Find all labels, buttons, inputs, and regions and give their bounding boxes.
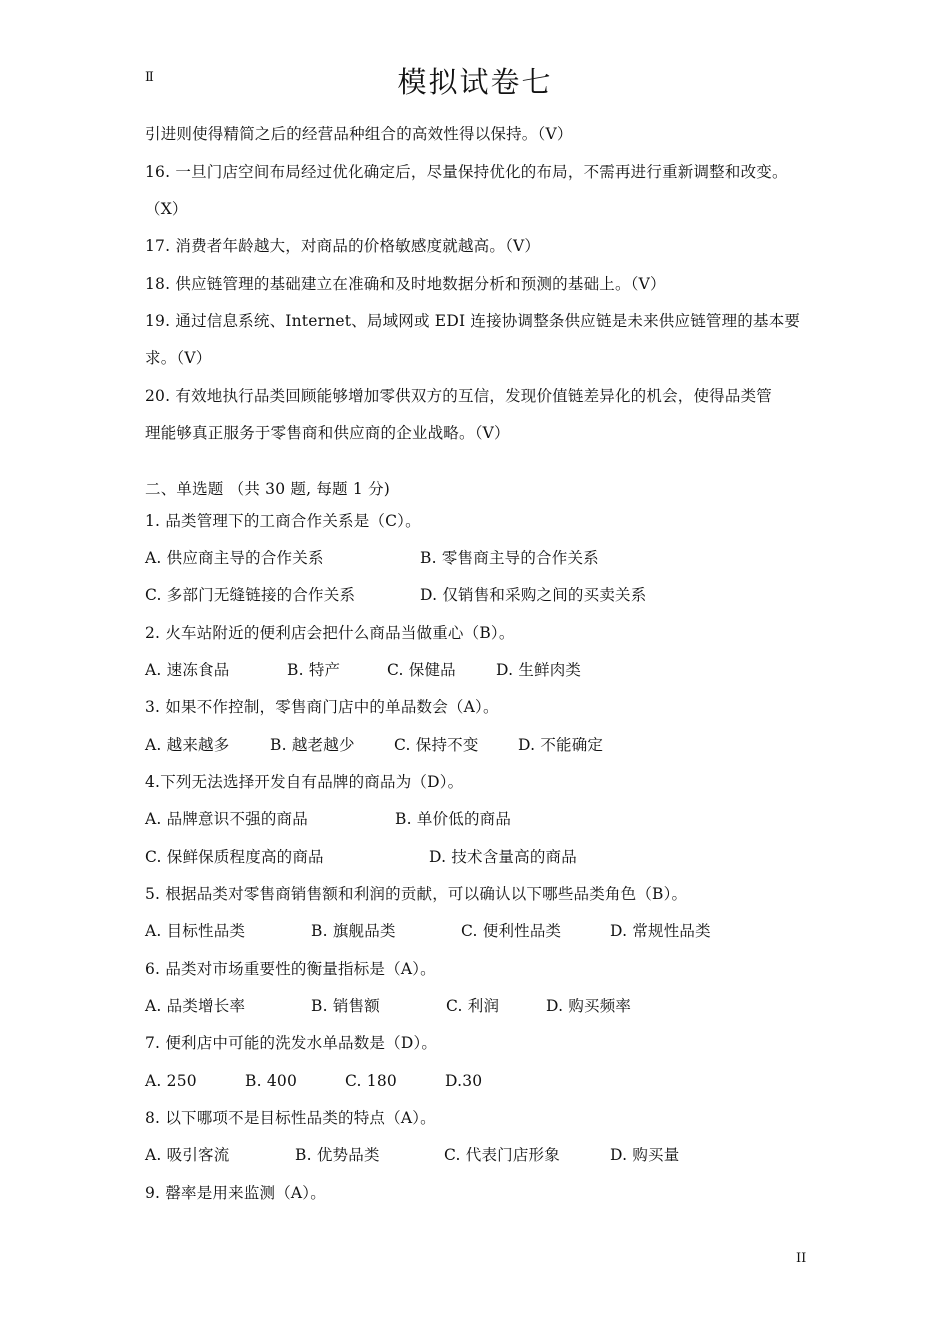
option: B. 销售额 <box>311 997 380 1015</box>
option: D. 购买频率 <box>546 997 632 1015</box>
option: C. 多部门无缝链接的合作关系 <box>145 586 356 604</box>
question-stem: 2. 火车站附近的便利店会把什么商品当做重心（B）。 <box>145 624 515 642</box>
option: A. 供应商主导的合作关系 <box>145 549 324 567</box>
option: B. 零售商主导的合作关系 <box>420 549 599 567</box>
question-stem: 7. 便利店中可能的洗发水单品数是（D）。 <box>145 1034 438 1052</box>
option: B. 单价低的商品 <box>395 810 512 828</box>
option: A. 品牌意识不强的商品 <box>145 810 308 828</box>
option: A. 速冻食品 <box>145 661 230 679</box>
option: D. 技术含量高的商品 <box>429 848 577 866</box>
page-title: 模拟试卷七 <box>397 65 553 99</box>
option: C. 180 <box>345 1072 397 1090</box>
option: A. 品类增长率 <box>145 997 246 1015</box>
option: A. 吸引客流 <box>145 1146 230 1164</box>
section-heading: 二、单选题 （共 30 题, 每题 1 分) <box>145 480 391 498</box>
option: D. 购买量 <box>610 1146 680 1164</box>
option: D. 仅销售和采购之间的买卖关系 <box>420 586 647 604</box>
option: C. 保鲜保质程度高的商品 <box>145 848 324 866</box>
option: D. 常规性品类 <box>610 922 711 940</box>
option: A. 目标性品类 <box>145 922 246 940</box>
option: D.30 <box>445 1072 483 1090</box>
question-20: 20. 有效地执行品类回顾能够增加零供双方的互信，发现价值链差异化的机会，使得品类管 <box>145 387 772 405</box>
option: C. 保健品 <box>387 661 456 679</box>
option: C. 代表门店形象 <box>444 1146 560 1164</box>
option: B. 400 <box>245 1072 298 1090</box>
question-16: 16. 一旦门店空间布局经过优化确定后，尽量保持优化的布局，不需再进行重新调整和改变。 <box>145 163 788 181</box>
option: A. 250 <box>145 1072 197 1090</box>
question-stem: 6. 品类对市场重要性的衡量指标是（A）。 <box>145 960 436 978</box>
question-stem: 8. 以下哪项不是目标性品类的特点（A）。 <box>145 1109 436 1127</box>
judgment-continuation: 引进则使得精简之后的经营品种组合的高效性得以保持。（V） <box>145 125 573 143</box>
option: C. 利润 <box>446 997 500 1015</box>
option: B. 优势品类 <box>295 1146 380 1164</box>
question-19-cont: 求。（V） <box>145 349 212 367</box>
option: C. 便利性品类 <box>461 922 562 940</box>
option: D. 生鲜肉类 <box>496 661 582 679</box>
question-16-answer: （X） <box>145 200 188 218</box>
question-20-cont: 理能够真正服务于零售商和供应商的企业战略。（V） <box>145 424 510 442</box>
option: C. 保持不变 <box>394 736 479 754</box>
option: B. 特产 <box>287 661 341 679</box>
question-stem: 3. 如果不作控制，零售商门店中的单品数会（A）。 <box>145 698 499 716</box>
question-stem: 5. 根据品类对零售商销售额和利润的贡献，可以确认以下哪些品类角色（B）。 <box>145 885 688 903</box>
question-18: 18. 供应链管理的基础建立在准确和及时地数据分析和预测的基础上。（V） <box>145 275 666 293</box>
question-stem: 4.下列无法选择开发自有品牌的商品为（D）。 <box>145 773 464 791</box>
option: A. 越来越多 <box>145 736 230 754</box>
option: D. 不能确定 <box>518 736 604 754</box>
header-mark: Ⅱ <box>145 70 154 85</box>
option: B. 旗舰品类 <box>311 922 396 940</box>
question-stem: 9. 罄率是用来监测（A）。 <box>145 1184 326 1202</box>
question-19: 19. 通过信息系统、Internet、局域网或 EDI 连接协调整条供应链是未来供应链管理的基本要 <box>145 312 801 330</box>
question-17: 17. 消费者年龄越大，对商品的价格敏感度就越高。（V） <box>145 237 541 255</box>
option: B. 越老越少 <box>270 736 355 754</box>
question-stem: 1. 品类管理下的工商合作关系是（C）。 <box>145 512 421 530</box>
page-number: II <box>796 1251 807 1266</box>
